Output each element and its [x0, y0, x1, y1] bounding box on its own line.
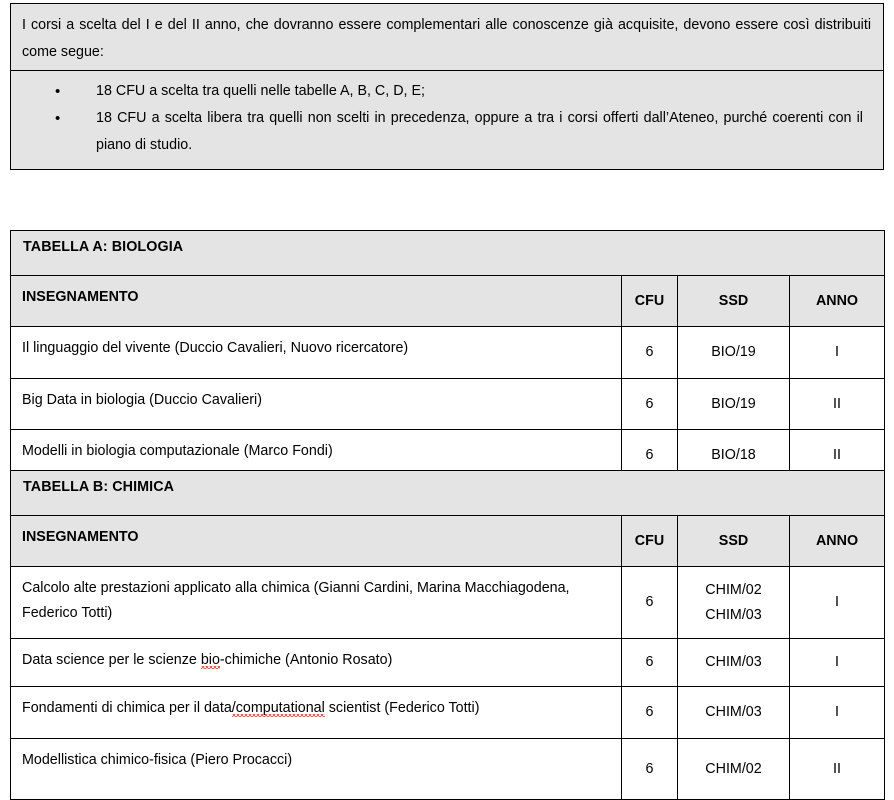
- cell-cfu: 6: [622, 739, 678, 800]
- list-item: [11, 105, 871, 159]
- column-header-ssd: SSD: [678, 516, 790, 567]
- list-item: [11, 78, 871, 105]
- table-row: [11, 687, 885, 739]
- spellcheck-flagged-text: /computational: [231, 700, 325, 716]
- cell-cfu: 6: [622, 430, 678, 481]
- table-title-row: [11, 231, 885, 276]
- cell-text-pre: Fondamenti di chimica per il data: [22, 700, 232, 716]
- cell-cfu: 6: [622, 639, 678, 687]
- table-header-row: [11, 276, 885, 327]
- table-title: TABELLA A: BIOLOGIA: [11, 231, 885, 276]
- cell-ssd-line-2: CHIM/03: [705, 606, 762, 623]
- table-row: [11, 327, 885, 379]
- cell-cfu: 6: [622, 687, 678, 739]
- bullet-icon: •: [55, 83, 61, 100]
- cell-text-pre: Data science per le scienze: [22, 652, 201, 668]
- table-row: [11, 567, 885, 639]
- cell-insegnamento: [11, 687, 622, 739]
- cell-insegnamento: Calcolo alte prestazioni applicato alla chimica (Gianni Cardini, Marina Macchiagodena, Federico Totti): [11, 567, 622, 639]
- table-biologia: [10, 230, 885, 481]
- cell-anno: II: [790, 430, 885, 481]
- cell-ssd: CHIM/03: [678, 639, 790, 687]
- cell-ssd: [678, 567, 790, 639]
- cell-cfu: 6: [622, 327, 678, 379]
- list-item-text: 18 CFU a scelta libera tra quelli non scelti in precedenza, oppure a tra i corsi offerti dall’Ateneo, purché coerenti con il piano di studio.: [96, 110, 863, 153]
- column-header-insegnamento: INSEGNAMENTO: [11, 276, 622, 327]
- table-row: [11, 739, 885, 800]
- cell-insegnamento: Modellistica chimico-fisica (Piero Procacci): [11, 739, 622, 800]
- cell-anno: II: [790, 739, 885, 800]
- cell-anno: I: [790, 639, 885, 687]
- column-header-anno: ANNO: [790, 276, 885, 327]
- cell-ssd: CHIM/03: [678, 687, 790, 739]
- cell-text-post: scientist (Federico Totti): [324, 700, 480, 716]
- cell-anno: I: [790, 567, 885, 639]
- cell-anno: I: [790, 327, 885, 379]
- column-header-anno: ANNO: [790, 516, 885, 567]
- column-header-cfu: CFU: [622, 276, 678, 327]
- cell-anno: II: [790, 379, 885, 430]
- cell-insegnamento: Modelli in biologia computazionale (Marco Fondi): [11, 430, 622, 481]
- cell-cfu: 6: [622, 379, 678, 430]
- bullet-icon: •: [55, 110, 61, 127]
- cell-text-post: -chimiche (Antonio Rosato): [219, 652, 393, 668]
- cell-ssd-line-1: CHIM/02: [705, 581, 762, 598]
- cell-ssd: CHIM/02: [678, 739, 790, 800]
- spellcheck-flagged-text: bio: [200, 652, 220, 668]
- column-header-insegnamento: INSEGNAMENTO: [11, 516, 622, 567]
- cell-insegnamento: [11, 639, 622, 687]
- list-item-text: 18 CFU a scelta tra quelli nelle tabelle A, B, C, D, E;: [96, 83, 425, 99]
- cell-ssd: BIO/19: [678, 379, 790, 430]
- table-row: [11, 639, 885, 687]
- cell-cfu: 6: [622, 567, 678, 639]
- cell-insegnamento: Il linguaggio del vivente (Duccio Cavalieri, Nuovo ricercatore): [11, 327, 622, 379]
- cell-ssd: BIO/18: [678, 430, 790, 481]
- table-title: TABELLA B: CHIMICA: [11, 471, 885, 516]
- table-title-row: [11, 471, 885, 516]
- intro-note-box: [10, 3, 884, 170]
- intro-bullet-list: [11, 71, 883, 169]
- table-row: [11, 379, 885, 430]
- cell-insegnamento: Big Data in biologia (Duccio Cavalieri): [11, 379, 622, 430]
- table-header-row: [11, 516, 885, 567]
- column-header-ssd: SSD: [678, 276, 790, 327]
- cell-anno: I: [790, 687, 885, 739]
- cell-ssd: BIO/19: [678, 327, 790, 379]
- intro-paragraph: I corsi a scelta del I e del II anno, che dovranno essere complementari alle conoscenze già acquisite, devono essere così distribuiti come segue:: [11, 4, 883, 71]
- column-header-cfu: CFU: [622, 516, 678, 567]
